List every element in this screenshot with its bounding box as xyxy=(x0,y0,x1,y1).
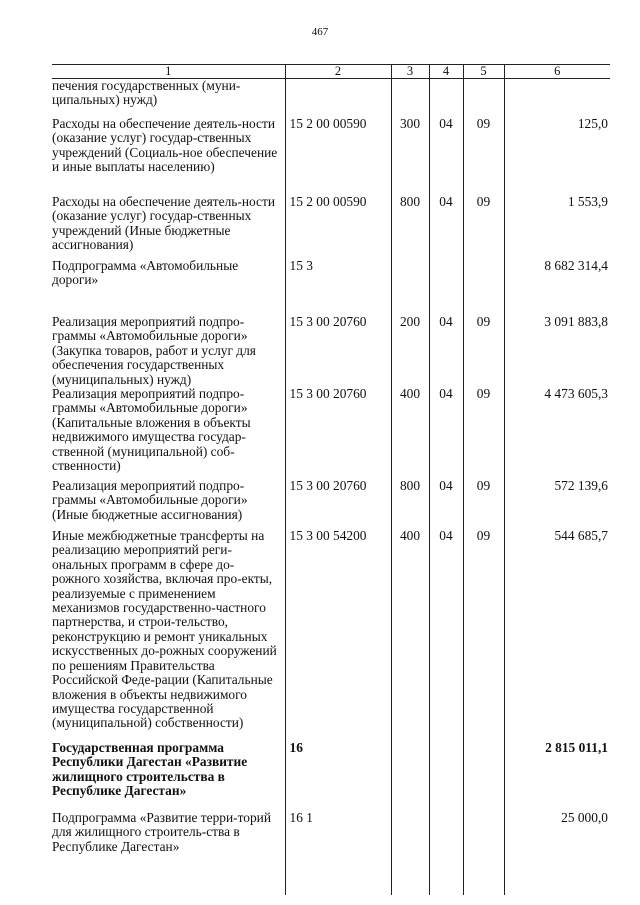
cell-subsection: 09 xyxy=(463,479,504,529)
header-col-1: 1 xyxy=(52,65,285,79)
table-row xyxy=(52,315,610,387)
header-col-3: 3 xyxy=(391,65,429,79)
table-row xyxy=(52,811,610,871)
cell-section: 04 xyxy=(429,195,463,259)
cell-amount: 25 000,0 xyxy=(504,811,610,871)
cell-code: 15 3 00 20760 xyxy=(285,315,391,387)
cell-amount: 4 473 605,3 xyxy=(504,387,610,479)
cell-expense-type: 300 xyxy=(391,117,429,195)
cell-name: Подпрограмма «Автомобильные дороги» xyxy=(52,258,239,288)
cell-code xyxy=(285,79,391,118)
cell-empty xyxy=(463,871,504,895)
cell-code: 15 3 00 20760 xyxy=(285,479,391,529)
cell-amount: 2 815 011,1 xyxy=(504,741,610,811)
cell-expense-type xyxy=(391,259,429,315)
page-number: 467 xyxy=(311,26,329,38)
cell-amount xyxy=(504,79,610,118)
cell-subsection xyxy=(463,79,504,118)
cell-name: Реализация мероприятий подпро-граммы «Автомобильные дороги» (Капитальные вложения в объекты недвижимого имущества государ-ственной (муниципальной) соб-ственности) xyxy=(52,386,251,474)
cell-empty xyxy=(429,871,463,895)
table-row xyxy=(52,741,610,811)
cell-name: Реализация мероприятий подпро-граммы «Автомобильные дороги» (Иные бюджетные ассигнования) xyxy=(52,478,248,522)
cell-empty xyxy=(391,871,429,895)
cell-name: Расходы на обеспечение деятель-ности (оказание услуг) государ-ственных учреждений (Иные бюджетные ассигнования) xyxy=(52,194,276,253)
header-row xyxy=(52,65,610,79)
table-row xyxy=(52,79,610,118)
header-col-6: 6 xyxy=(504,65,610,79)
table-row xyxy=(52,387,610,479)
cell-code: 15 2 00 00590 xyxy=(285,195,391,259)
cell-amount: 8 682 314,4 xyxy=(504,259,610,315)
table-row xyxy=(52,259,610,315)
cell-section xyxy=(429,741,463,811)
cell-name: Подпрограмма «Развитие терри-торий для жилищного строитель-ства в Республике Дагестан» xyxy=(52,810,272,854)
cell-expense-type xyxy=(391,811,429,871)
cell-subsection: 09 xyxy=(463,387,504,479)
cell-subsection xyxy=(463,811,504,871)
cell-expense-type xyxy=(391,79,429,118)
table-row xyxy=(52,479,610,529)
budget-table xyxy=(52,64,610,895)
cell-expense-type: 400 xyxy=(391,529,429,741)
header-col-5: 5 xyxy=(463,65,504,79)
cell-subsection: 09 xyxy=(463,117,504,195)
cell-code: 15 3 xyxy=(285,259,391,315)
cell-code: 15 2 00 00590 xyxy=(285,117,391,195)
cell-section xyxy=(429,259,463,315)
cell-section: 04 xyxy=(429,117,463,195)
table-row xyxy=(52,529,610,741)
cell-section: 04 xyxy=(429,529,463,741)
cell-expense-type: 200 xyxy=(391,315,429,387)
cell-name: печения государственных (муни-ципальных) нужд) xyxy=(52,78,241,108)
header-col-4: 4 xyxy=(429,65,463,79)
cell-subsection: 09 xyxy=(463,195,504,259)
cell-amount: 125,0 xyxy=(504,117,610,195)
cell-section: 04 xyxy=(429,315,463,387)
cell-empty xyxy=(52,871,285,895)
cell-amount: 544 685,7 xyxy=(504,529,610,741)
cell-empty xyxy=(504,871,610,895)
cell-expense-type: 800 xyxy=(391,195,429,259)
cell-code: 15 3 00 54200 xyxy=(285,529,391,741)
cell-name: Реализация мероприятий подпро-граммы «Автомобильные дороги» (Закупка товаров, работ и услуг для обеспечения государственных (муниципальных) нужд) xyxy=(52,314,256,387)
table-row xyxy=(52,117,610,195)
cell-code: 16 1 xyxy=(285,811,391,871)
cell-amount: 3 091 883,8 xyxy=(504,315,610,387)
cell-amount: 1 553,9 xyxy=(504,195,610,259)
cell-expense-type xyxy=(391,741,429,811)
cell-section xyxy=(429,811,463,871)
cell-expense-type: 800 xyxy=(391,479,429,529)
cell-code: 16 xyxy=(285,741,391,811)
table-row-continuation xyxy=(52,871,610,895)
cell-subsection: 09 xyxy=(463,529,504,741)
cell-name: Государственная программа Республики Дагестан «Развитие жилищного строительства в Республике Дагестан» xyxy=(52,740,248,799)
cell-section: 04 xyxy=(429,387,463,479)
cell-section: 04 xyxy=(429,479,463,529)
cell-subsection xyxy=(463,741,504,811)
cell-subsection: 09 xyxy=(463,315,504,387)
cell-name: Иные межбюджетные трансферты на реализацию мероприятий реги-ональных программ в сфере до-рожного хозяйства, включая про-екты, реализуемые с применением механизмов государственно-частного партнерства, и строи-тельство, реконструкцию и ремонт уникальных искусственных до-рожных сооружений по решениям Правительства Российской Феде-рации (Капитальные вложения в объекты недвижимого имущества государственной (муниципальной) собственности) xyxy=(52,528,277,731)
cell-subsection xyxy=(463,259,504,315)
cell-section xyxy=(429,79,463,118)
table-body xyxy=(52,79,610,896)
cell-amount: 572 139,6 xyxy=(504,479,610,529)
cell-code: 15 3 00 20760 xyxy=(285,387,391,479)
cell-name: Расходы на обеспечение деятель-ности (оказание услуг) государ-ственных учреждений (Социаль-ное обеспечение и иные выплаты населению) xyxy=(52,116,278,175)
header-col-2: 2 xyxy=(285,65,391,79)
table-row xyxy=(52,195,610,259)
cell-expense-type: 400 xyxy=(391,387,429,479)
cell-empty xyxy=(285,871,391,895)
